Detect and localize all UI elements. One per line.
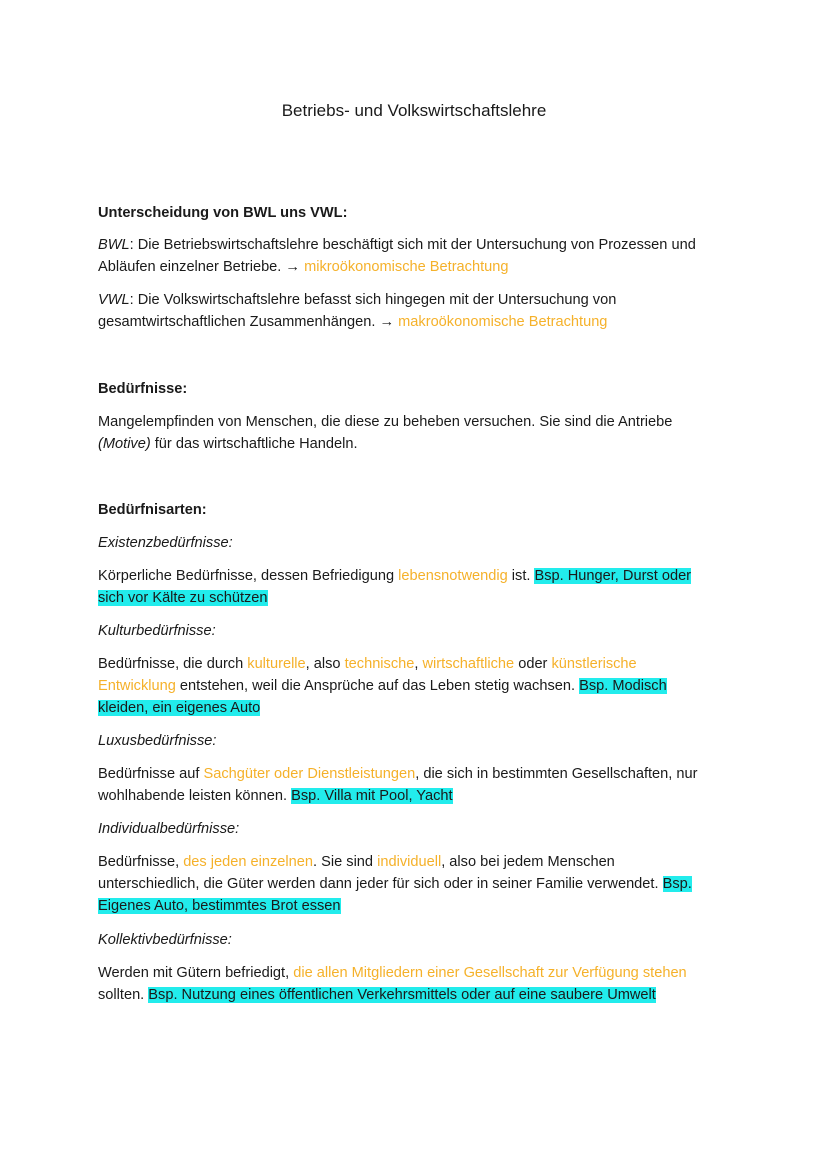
paragraph-kultur-line-2 xyxy=(98,675,738,697)
kultur-text-1: Bedürfnisse, die durch xyxy=(98,656,248,672)
paragraph-luxus-line-1 xyxy=(98,763,738,785)
kultur-keyword-kuenstlerische: künstlerische xyxy=(551,656,637,672)
paragraph-kultur-line-3 xyxy=(98,697,738,719)
paragraph-bwl xyxy=(98,234,738,278)
paragraph-kultur xyxy=(98,653,738,719)
term-bwl: BWL xyxy=(98,237,130,253)
subheading-individual: Individualbedürfnisse: xyxy=(98,821,240,837)
paragraph-vwl xyxy=(98,289,738,333)
existenz-example-1: Bsp. Hunger, Durst oder xyxy=(534,568,692,584)
existenz-text-1: Körperliche Bedürfnisse, dessen Befriedigung xyxy=(98,568,399,584)
kultur-keyword-entwicklung: Entwicklung xyxy=(98,678,176,694)
paragraph-kollektiv xyxy=(98,962,738,1006)
individual-keyword-2: individuell xyxy=(377,854,442,870)
subheading-luxus: Luxusbedürfnisse: xyxy=(98,733,217,749)
kollektiv-text-1: Werden mit Gütern befriedigt, xyxy=(98,965,294,981)
paragraph-individual-line-3 xyxy=(98,895,738,917)
luxus-example: Bsp. Villa mit Pool, Yacht xyxy=(291,788,453,804)
heading-beduerfnisarten: Bedürfnisarten: xyxy=(98,502,207,518)
paragraph-beduerfnisse-line-1: Mangelempfinden von Menschen, die diese zu beheben versuchen. Sie sind die Antriebe xyxy=(98,414,673,430)
kollektiv-text-2: sollten. xyxy=(98,987,149,1003)
luxus-text-3: wohlhabende leisten können. xyxy=(98,788,292,804)
paragraph-kollektiv-line-1 xyxy=(98,962,738,984)
luxus-text-2: , die sich in bestimmten Gesellschaften, nur xyxy=(415,766,698,782)
bwl-perspective: mikroökonomische Betrachtung xyxy=(304,259,509,275)
existenz-text-2: ist. xyxy=(507,568,535,584)
vwl-definition-text-2: gesamtwirtschaftlichen Zusammenhängen. xyxy=(98,314,380,330)
beduerfnisse-text-2: für das wirtschaftliche Handeln. xyxy=(150,436,358,452)
heading-beduerfnisse: Bedürfnisse: xyxy=(98,381,188,397)
subheading-kultur: Kulturbedürfnisse: xyxy=(98,623,216,639)
bwl-definition-text-2: Abläufen einzelner Betriebe. xyxy=(98,259,286,275)
kultur-text-2: , also xyxy=(305,656,345,672)
heading-bwl-vwl: Unterscheidung von BWL uns VWL: xyxy=(98,205,348,221)
individual-example-1: Bsp. xyxy=(662,876,692,892)
paragraph-individual-line-1 xyxy=(98,851,738,873)
kultur-keyword-kulturelle: kulturelle xyxy=(247,656,306,672)
kultur-example-2: kleiden, ein eigenes Auto xyxy=(98,700,261,716)
individual-text-4: unterschiedlich, die Güter werden dann jeder für sich oder in seiner Familie verwendet. xyxy=(98,876,663,892)
paragraph-luxus xyxy=(98,763,738,807)
paragraph-vwl-line-2 xyxy=(98,311,738,333)
paragraph-kultur-line-1 xyxy=(98,653,738,675)
individual-text-1: Bedürfnisse, xyxy=(98,854,184,870)
paragraph-existenz xyxy=(98,565,738,609)
kollektiv-keyword: die allen Mitgliedern einer Gesellschaft zur Verfügung stehen xyxy=(293,965,687,981)
existenz-example-2: sich vor Kälte zu schützen xyxy=(98,590,268,606)
paragraph-kollektiv-line-2 xyxy=(98,984,738,1006)
arrow-right-icon: → xyxy=(379,314,395,330)
paragraph-luxus-line-2 xyxy=(98,785,738,807)
kultur-example-1: Bsp. Modisch xyxy=(579,678,667,694)
paragraph-existenz-line-1 xyxy=(98,565,738,587)
luxus-text-1: Bedürfnisse auf xyxy=(98,766,204,782)
paragraph-vwl-line-1 xyxy=(98,289,738,311)
paragraph-bwl-line-1 xyxy=(98,234,738,256)
individual-keyword-1: des jeden einzelnen xyxy=(183,854,314,870)
kultur-keyword-wirtschaftliche: wirtschaftliche xyxy=(422,656,515,672)
paragraph-individual-line-2 xyxy=(98,873,738,895)
individual-text-2: . Sie sind xyxy=(313,854,378,870)
bwl-definition-text: : Die Betriebswirtschaftslehre beschäftigt sich mit der Untersuchung von Prozessen und xyxy=(129,237,696,253)
arrow-right-icon: → xyxy=(285,259,301,275)
document-title: Betriebs- und Volkswirtschaftslehre xyxy=(281,101,547,120)
existenz-keyword: lebensnotwendig xyxy=(398,568,508,584)
term-motive: (Motive) xyxy=(98,436,151,452)
paragraph-individual xyxy=(98,851,738,917)
individual-example-2: Eigenes Auto, bestimmtes Brot essen xyxy=(98,898,341,914)
individual-text-3: , also bei jedem Menschen xyxy=(441,854,615,870)
subheading-existenz: Existenzbedürfnisse: xyxy=(98,535,233,551)
kultur-text-3: , xyxy=(414,656,423,672)
paragraph-bwl-line-2 xyxy=(98,256,738,278)
luxus-keyword: Sachgüter oder Dienstleistungen xyxy=(203,766,416,782)
paragraph-beduerfnisse xyxy=(98,411,738,455)
vwl-perspective: makroökonomische Betrachtung xyxy=(398,314,608,330)
kultur-keyword-technische: technische xyxy=(344,656,415,672)
paragraph-existenz-line-2 xyxy=(98,587,738,609)
kollektiv-example: Bsp. Nutzung eines öffentlichen Verkehrsmittels oder auf eine saubere Umwelt xyxy=(148,987,656,1003)
subheading-kollektiv: Kollektivbedürfnisse: xyxy=(98,932,232,948)
paragraph-beduerfnisse-line-2 xyxy=(98,433,738,455)
kultur-text-4: oder xyxy=(514,656,552,672)
kultur-text-5: entstehen, weil die Ansprüche auf das Leben stetig wachsen. xyxy=(175,678,580,694)
term-vwl: VWL xyxy=(98,292,130,308)
vwl-definition-text: : Die Volkswirtschaftslehre befasst sich hingegen mit der Untersuchung von xyxy=(129,292,617,308)
